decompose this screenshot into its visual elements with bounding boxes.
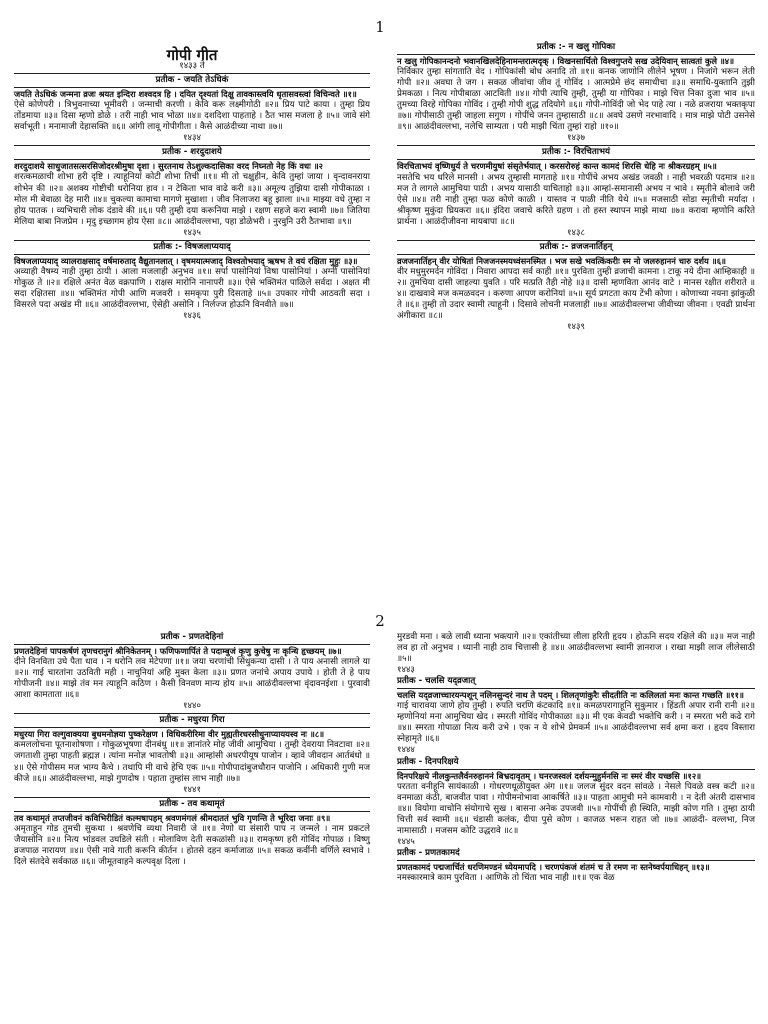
prateek-heading: प्रतीक - चलसि यद्व्रजात् (397, 676, 476, 687)
prateek-heading: प्रतीक :- विरचिताभयं (542, 147, 610, 158)
verse-number: १४३५ (183, 227, 201, 238)
verse-number: १४४० (183, 701, 201, 712)
divider (397, 688, 755, 689)
shloka: प्रणतदेहिनां पापकर्षणं तृणचरानुगं श्रीनिकेतनम् । फणिफणार्पितं ते पदाम्बुजं कृणु कुचेषु नः कृन्धि हृच्छयम् ॥७॥ (14, 646, 342, 657)
shloka: जयति तेऽधिकं जन्मना व्रजः श्रयत इन्दिरा शश्वदत्र हि । दयित दृश्यतां दिक्षु तावकास्त्वयि धृतासवस्त्वां विचिन्वते ॥१॥ (14, 89, 357, 100)
verse-number: १४३९ (567, 322, 585, 333)
verse-number: १४४३ (397, 665, 415, 676)
prateek-heading: प्रतीक - प्रणतदेहिनां (160, 632, 224, 642)
divider (14, 797, 370, 798)
divider (397, 240, 755, 241)
verse-body: निर्विकार तुम्हा सांगताति वेद । गोपिकांसी बोध अनादि तो ॥१॥ कनक जाणोनि लीलेने भूषण । निजांगे भरून लेती गोपी ॥२॥ अवघा ते जग । सकळ जीवांचा जीव तूं गोविंद । आत्मप्रेमे छंद समाधीचा ॥३॥ समाधि-युक्तानि तुझी प्रेमकळा । नित्य गोपीबाळा आटविती ॥४॥ गोपी त्याचि तुम्ही, तुम्ही या गोपिका । माझे चित्त निका दुजा भाव ॥५॥ तुमच्या विरहे गोपिका गोविंद । तुम्ही गोपी शुद्ध तदियोगे ॥६॥ गोपी-गोविंदी जो भेद पाहे त्या । नळे व्रजराया भक्तकृपा ॥७॥ गोपीसाठी तुम्ही जाहला सगुण । गोपींचे जनन तुम्हासाठी ॥८॥ अवघे उसणे नरभावादि । मात्र माझे पोटी उसनेसे ॥९॥ आळंदीवल्लभा, नलेचि साम्यता । परी माझी चिंता तुम्हां राहो ॥१०॥ (397, 67, 755, 133)
divider (14, 811, 370, 812)
shloka: व्रजजनार्तिहन् वीर योषितां निजजनस्मयध्वंसनस्मित । भज सखे भवत्किंकरीः स्म नो जलरुहाननं चारु दर्शय ॥६॥ (397, 255, 727, 266)
divider (397, 54, 755, 55)
verse-number: १४३३ ते (179, 61, 205, 72)
shloka: चलसि यद्व्रजाच्चारयन्पशून् नलिनसुन्दरं नाथ ते पदम् । शिलतृणांकुरैः सीदतीति नः कलिलतां मनः कान्त गच्छति ॥११॥ (397, 690, 744, 701)
shloka: शरदुदाशये साधुजातसत्सरसिजोदरश्रीमुषा दृशा । सुरतनाथ तेऽशुल्कदासिका वरद निघ्नतो नेह किं वधः ॥२ (14, 161, 323, 172)
shloka: विषजलाप्ययाद् व्यालराक्षसाद् वर्षमारुताद् वैद्युतानलात् । वृषमयात्मजाद् विश्वतोभयाद् ऋषभ ते वयं रक्षिता मुहुः ॥३॥ (14, 255, 358, 266)
prateek-heading: प्रतीक - दिनपरिक्षये (397, 756, 459, 767)
page-title: गोपी गीत (166, 46, 218, 64)
prateek-heading: प्रतीक - तव कथामृतं (159, 798, 225, 809)
divider (14, 240, 370, 241)
divider (397, 860, 755, 861)
verse-body: शरत्कमळाची शोभा हरी दृष्टि । त्याहूनियां कोटी शोभा तिची ॥१॥ मी तो चक्षुहीन, केवि तुम्हां जाया । वृन्दावनराया शोभेन की ॥२॥ अशक्य गोष्टीची धरोनिया हाव । न टेकिता भाव वाढे करी ॥३॥ अमूल्य तुझिया दासी गोपीकाळा । मोल मी बेवाळा देह मारी ॥४॥ चुकल्या कामाचा मागणे मुखाशा । जीव निलाजरा बहू झाला ॥५॥ माझ्या वधे तुम्हा न होय पातक । व्यभिचारी लोक दंडावे की ॥६॥ परी तुम्ही दया करूनिया माझे । रक्षण सहजे करा स्वामी ॥७॥ जितिया मेलिया बाबा निजप्रेम । मृदु इच्छागम होय ऐसा ॥८॥ आळंदीवल्लभा, पहा डोळेभरी । नुरवुनि उरी ठैतभावा ॥९॥ (14, 172, 370, 227)
divider (14, 73, 370, 74)
verse-body: अमृताहून गोड तुमची सुकथा । श्रवणेचि व्यथा निवारी जे ॥१॥ नेणो या संसारी पाप न जन्मले । नाम प्रकटले जैयासोनि ॥२॥ नित्य भांडवल उघडिले संती । मोलाविण देती सकळांसी ॥३॥ रामकृष्ण हरी गोविंद गोपाळ । विष्णु व्रजपाळ नारायण ॥४॥ ऐसी नावे गाती करूनि कीर्तन । होतसे दहन कर्माजाळ ॥५॥ सकळ कवींनी वर्णिले स्वभावे । दिले संतदेवे सर्वकाळ ॥६॥ जीमूतवाहने कल्पवृक्ष दिला । (14, 823, 370, 867)
verse-body: मुरडवी मना । बळे लावी ध्याना भक्त्यागे ॥२॥ एकांतीच्या लीला हरिती हृदय । होऊनि सदय रक्षिले की ॥३॥ मज नाही लव हा तो अनुभव । ध्यानी नाही ठाव चित्तासी हे ॥४॥ आळंदीवल्लभा स्वामी ज्ञानराज । राखा माझी लाज लीलेसाठी ॥५॥ (397, 632, 755, 665)
verse-body: नमस्कारमात्रे काम पुरविता । आणिके तो चिंता भाव नाही ॥१॥ एक वेळ (397, 872, 615, 883)
prateek-heading: प्रतीक - शरदुदाशये (162, 147, 222, 158)
verse-number: १४३८ (567, 227, 585, 238)
verse-body: दीने विनविता उघे पैता धाव । न धरोनि लव मेटेपणा ॥१॥ जया चरणांची सिंधुकन्या दासी । ते पाय अनासी लागले या ॥२॥ गाई चारतांना उठविती मही । नाचुनियां अहि मुक्त केला ॥३॥ प्रणत जनांचे अपाय उपाये । होती ते हे पाय गोपीजनी ॥४॥ माझे तंव मन त्याहूनि कठिण । कैसी विनवण मान्य होय ॥५॥ आळंदीवल्लभा वृंदावनईशा । पुरवावी आशा कामताता ॥६॥ (14, 657, 370, 701)
verse-body: ऐसे कोणेपरी । त्रिभुवनाच्या भूमीवरी । जन्माची करणी । केवि करू लक्ष्मीगोठी ॥२॥ प्रिय पाटे काया । तुम्हा प्रिय तोंडमाया ॥३॥ दिसा म्हणो डोळे । तरी नाही भाव भोळा ॥४॥ दशदिशा पाहताहे । ठैत भास मजला हे ॥५॥ जावे संगे सर्वाभूती । मनामाजी देहासक्ति ॥६॥ आंगी लावू गोपीगीता । कैसे आळंदीच्या नाथा ॥७॥ (14, 100, 370, 133)
shloka: मधुरया गिरा वल्गुवाक्यया बुधमनोज्ञया पुष्करेक्षण । विधिकरीरिमा वीर मुह्यतीरधरसीधुनाप्याययस्व नः ॥८॥ (14, 729, 325, 740)
page2-left-column (14, 632, 370, 868)
divider (397, 254, 755, 255)
verse-number: १४४५ (397, 836, 415, 847)
prateek-heading: प्रतीक - जयति तेऽधिकं (155, 75, 229, 86)
page-number: 1 (375, 18, 385, 36)
prateek-heading: प्रतीक :- विषजलाप्ययाद् (153, 241, 231, 252)
verse-body: अव्याही वैषम्य नाही तुम्हा ठायी । आला मजलाही अनुभव ॥१॥ सर्पा पासोनियां विषा पासोनियां । अग्नी पासोनियां गोकुळ ते ॥२॥ रक्षिले अनंत वेळ वक्रपाणि । राक्षस मारोनि नानापरी ॥३॥ ऐसे भक्तिमंत पाळिले सर्वदा । अक्षत मी सदा रक्षितसा ॥४॥ भक्तिमंत गोपी आणि मजवरी । समकृपा पुरी दिसताहे ॥५॥ उपकार गोपी आठवती सदा । विसरले पदा अखंड मी ॥६॥ आळंदीवल्लभा, ऐसेही असोनि । निर्लज्ज होऊनि विनवीते ॥७॥ (14, 266, 370, 310)
prateek-heading: प्रतीक - प्रणतकामदं (397, 847, 460, 858)
divider (14, 159, 370, 160)
prateek-heading: प्रतीक - मधुरया गिरा (159, 715, 225, 726)
shloka: दिनपरिक्षये नीलकुन्तलैर्वनरुहाननं बिभ्रदावृतम् । घनरजस्वलं दर्शयन्मुहुर्मनसि नः स्मरं वीर यच्छसि ॥१२॥ (397, 770, 702, 781)
page-number: 2 (375, 612, 385, 630)
page2-right-column (397, 632, 755, 884)
divider (14, 727, 370, 728)
verse-body: परतता वनीहूनि सायंकाळी । गोधरणधूळीयुक्त अंग ॥१॥ जलज सुंदर वदन सांवळे । नेसले पिवळे वस्त्र कटी ॥२॥ वनमाळा कंठी, बाजवीत पावा । गोपीमनोभावा आकर्षिते ॥३॥ पाहता आमुची मने कामवारी । न देती अंतरी दासभाव ॥४॥ वियोगा वाचोनि संयोगाचे सुख । बासना अनेक उपजवी ॥५॥ गोपींची ही स्थिति, माझी कोण गति । तुम्हा ठायी चित्ती सर्व स्वामी ॥६॥ चंडासी कलंक, दीपा पुसे कोण । काजळ भरून राहत जो ॥७॥ आळंदी- वल्लभा, निज नामासाठी । मजसम कोटि उद्धरावे ॥८॥ (397, 781, 755, 836)
verse-body: कमललोचना पूतनाशोषणा । गोकुळभूषणा दीनबंधु ॥१॥ ज्ञानांतरे मोह जीवी आमुचिया । तुम्ही देवराया निवटावा ॥२॥ जगताशी तुम्हा पाहती ब्रह्मज्ञ । त्यांना मनोज्ञ भावतोषी ॥३॥ आम्हांसी अधरपीयूष पाजोन । व्हावे जीवदान आर्तबंधो ॥४॥ ऐसे गोपीसम मज भाग्य कैचे । तथापि मी वाचे हेचि एक ॥५॥ गोपीपादांबुजधौरान पाजोनि । अधिकारी गुणी मज कीजे ॥६॥ आळंदीवल्लभा, माझे गुणदोष । पहाता तुम्हांस लाभ नाही ॥७॥ (14, 740, 370, 784)
prateek-heading: प्रतीक :- व्रजजनार्तिहन् (539, 241, 613, 252)
verse-number: १४३४ (183, 133, 201, 144)
verse-body: वीर मधुमुरमर्दन गोविंदा । निवारा आपदा सर्व काही ॥१॥ पुरविता तुम्ही व्रजाची कामना । टाकू नये दीना आम्हिकाही ॥२॥ तुमचिया दासी जाहल्या युवति । परि मत्प्रति तैही नोहे ॥३॥ दासी म्हणविता आनंद वाटे । मानस रक्षीत शरीराते ॥४॥ दाखवावे मज कमळवदन । करुणा आपण करोनियां ॥५॥ सूर्य प्रगटता काय टेंभी कोणा । कोणाच्या नयना झांकुळी ते ॥६॥ तुम्ही तो उदार स्वामी त्याहूनी । दिसावे लोचनी मजलाही ॥७॥ आळंदीवल्लभा जीवीच्या जीवना । एवढी प्रार्थना अंगीकारा ॥८॥ (397, 266, 755, 322)
shloka: प्रणतकामदं पद्मजार्चितं धरणिमण्डनं ध्येयमापदि । चरणपंकजं शंतमं च ते रमण नः स्तनेष्वर्पयाधिहन् ॥१३॥ (397, 861, 710, 872)
prateek-heading: प्रतीक :- न खलु गोपिका (536, 42, 616, 52)
divider (397, 159, 755, 160)
divider (397, 769, 755, 770)
shloka: तव कथामृतं तप्तजीवनं कविभिरीडितं कल्मषापहम् श्रवणमंगलं श्रीमदाततं भुवि गृणन्ति ते भूरिदा जनाः ॥९॥ (14, 812, 331, 823)
verse-body: गाई चारावया जाणे होय तुम्ही । रुपति चरणि कंटकादि ॥१॥ कमळपरागाहूनि सुकुमार । हिंडती अपार रानी रानी ॥२॥ म्हणोनियां मना आमुचिया खेद । स्मरती गोविंद गोपीकाळा ॥३॥ मी एक केवढी भक्तेचि करी । न स्मरता भरी कढे रागे ॥४॥ स्मरता गोपाळा नित्य करी उभे । एक न ये शोभे प्रेमकर्म ॥५॥ आळंदीवल्लभा सर्व क्षमा करा । हृदय विस्तारा स्नेहामृते ॥६॥ (397, 701, 755, 745)
divider (14, 644, 370, 645)
shloka: विरचिताभयं वृष्णिधुर्य ते चरणमीयुषां संसृतेर्भयात् । करसरोरुहं कान्त कामदं शिरसि धेहि नः श्रीकरग्रहम् ॥५॥ (397, 161, 717, 172)
page1-right-column (397, 42, 755, 333)
divider (14, 87, 370, 88)
page1-left-column (14, 46, 370, 322)
verse-number: १४४१ (183, 784, 201, 795)
shloka: न खलु गोपिकानन्दनो भवानखिलदेहिनामन्तरात्मदृक् । विखनसार्थितो विश्वगुप्तये सख उदेयिवान् सात्वतां कुले ॥४॥ (397, 56, 735, 67)
divider (14, 254, 370, 255)
verse-body: नसतेचि भय धरिले मानसी । अभय तुम्हासी मागताहे ॥१॥ गोपींचे अभय अखंड जवळी । नाही भवरळी पदमात्र ॥२॥ मज ते लागले आमुचिया पाठी । अभय यासाठी याचिताहो ॥३॥ आम्हां-समानासी अभय न भावे । स्मृतीने बोलावे जरी ऐसे ॥४॥ तरी नाही तुम्हा फळ कोणे काळी । यास्तव न पाळी नीति येथे ॥५॥ मजसाठी सोडा स्मृतीची मर्यादा । श्रीकृष्ण मुकुंदा घ्रियकरा ॥६॥ इंदिरा जवाचे करिते ग्रहण । तो हस्त स्थापन माझे माथा ॥७॥ करावा म्हणोनि करिते प्रार्थना । आळंदीजीवना मायबापा ॥८॥ (397, 172, 755, 227)
verse-number: १४३७ (567, 133, 585, 144)
verse-number: १४४४ (397, 745, 415, 756)
verse-number: १४३६ (183, 311, 201, 322)
